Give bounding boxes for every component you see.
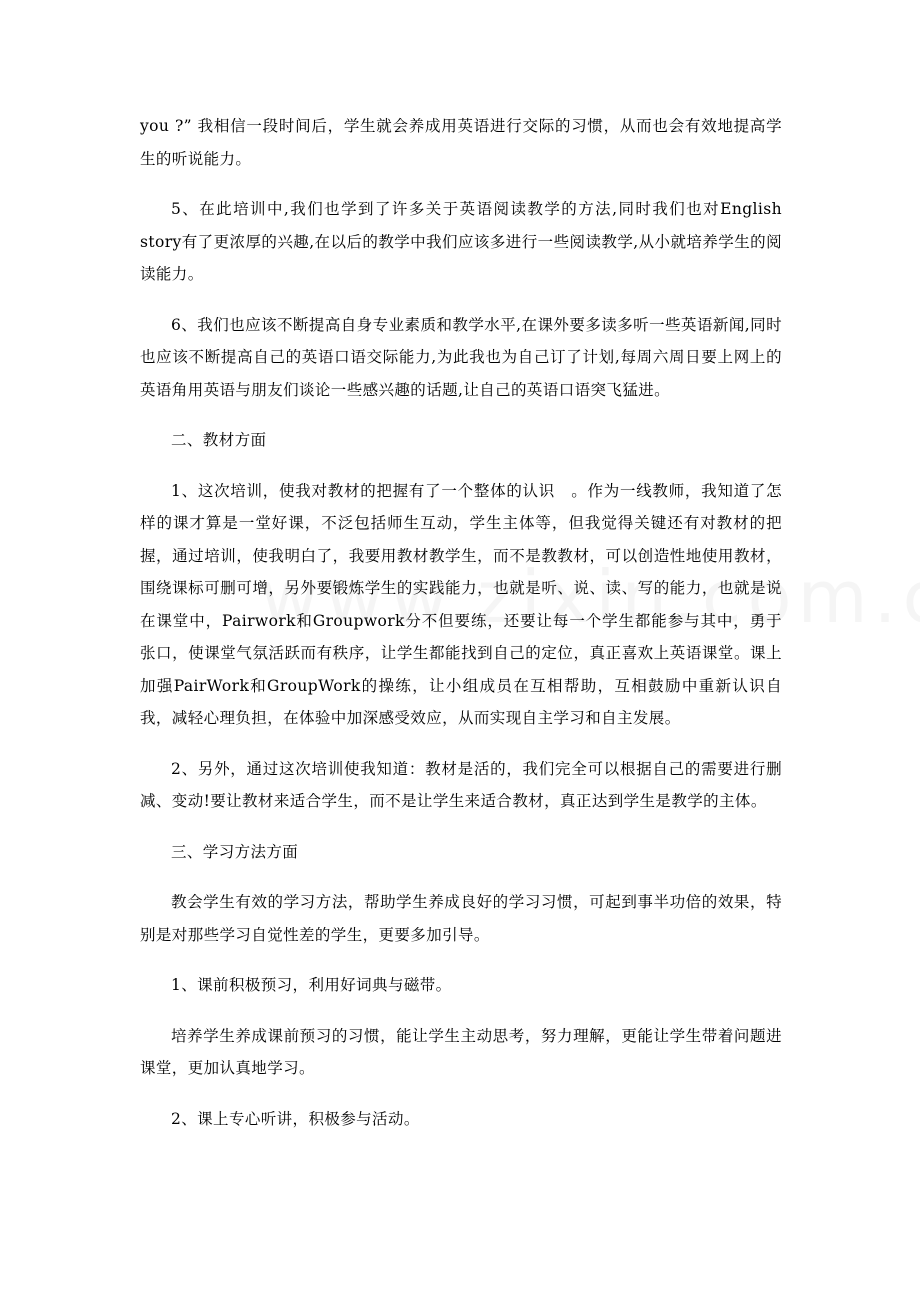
paragraph-study-2-heading: 2、课上专心听讲，积极参与活动。: [171, 1109, 420, 1128]
paragraph-study-1-body: 培养学生养成课前预习的习惯，能让学生主动思考，努力理解，更能让学生带着问题进课堂，更加认真地学习。: [140, 1026, 782, 1077]
section-heading-textbook: 二、教材方面: [171, 431, 267, 449]
paragraph-study-methods-intro: 教会学生有效的学习方法，帮助学生养成良好的学习习惯，可起到事半功倍的效果，特别是对那些学习自觉性差的学生，更要多加引导。: [140, 893, 782, 944]
paragraph-textbook-2: 2、另外，通过这次培训使我知道：教材是活的，我们完全可以根据自己的需要进行删减、变动!要让教材来适合学生，而不是让学生来适合教材，真正达到学生是教学的主体。: [140, 759, 782, 810]
paragraph-item-6: 6、我们也应该不断提高自身专业素质和教学水平,在课外要多读多听一些英语新闻,同时也应该不断提高自己的英语口语交际能力,为此我也为自己订了计划,每周六周日要上网上的英语角用英语与朋友们谈论一些感兴趣的话题,让自己的英语口语突飞猛进。: [140, 315, 782, 399]
paragraph-textbook-1: 1、这次培训，使我对教材的把握有了一个整体的认识 。作为一线教师，我知道了怎样的课才算是一堂好课，不泛包括师生互动，学生主体等，但我觉得关键还有对教材的把握，通过培训，使我明白了，我要用教材教学生，而不是教教材，可以创造性地使用教材，围绕课标可删可增，另外要锻炼学生的实践能力，也就是听、说、读、写的能力，也就是说在课堂中，Pairwork和Groupwork分不但要练，还要让每一个学生都能参与其中，勇于张口，使课堂气氛活跃而有秩序，让学生都能找到自己的定位，真正喜欢上英语课堂。课上加强PairWork和GroupWork的操练，让小组成员在互相帮助，互相鼓励中重新认识自我，减轻心理负担，在体验中加深感受效应，从而实现自主学习和自主发展。: [140, 481, 782, 727]
document-body: [140, 110, 782, 1135]
paragraph-continuation: you ?” 我相信一段时间后，学生就会养成用英语进行交际的习惯，从而也会有效地提高学生的听说能力。: [140, 117, 782, 168]
paragraph-item-5: 5、在此培训中,我们也学到了许多关于英语阅读教学的方法,同时我们也对English story有了更浓厚的兴趣,在以后的教学中我们应该多进行一些阅读教学,从小就培养学生的阅读能力。: [140, 200, 782, 283]
paragraph-study-1-heading: 1、课前积极预习，利用好词典与磁带。: [171, 976, 452, 994]
section-heading-study-methods: 三、学习方法方面: [171, 842, 299, 861]
